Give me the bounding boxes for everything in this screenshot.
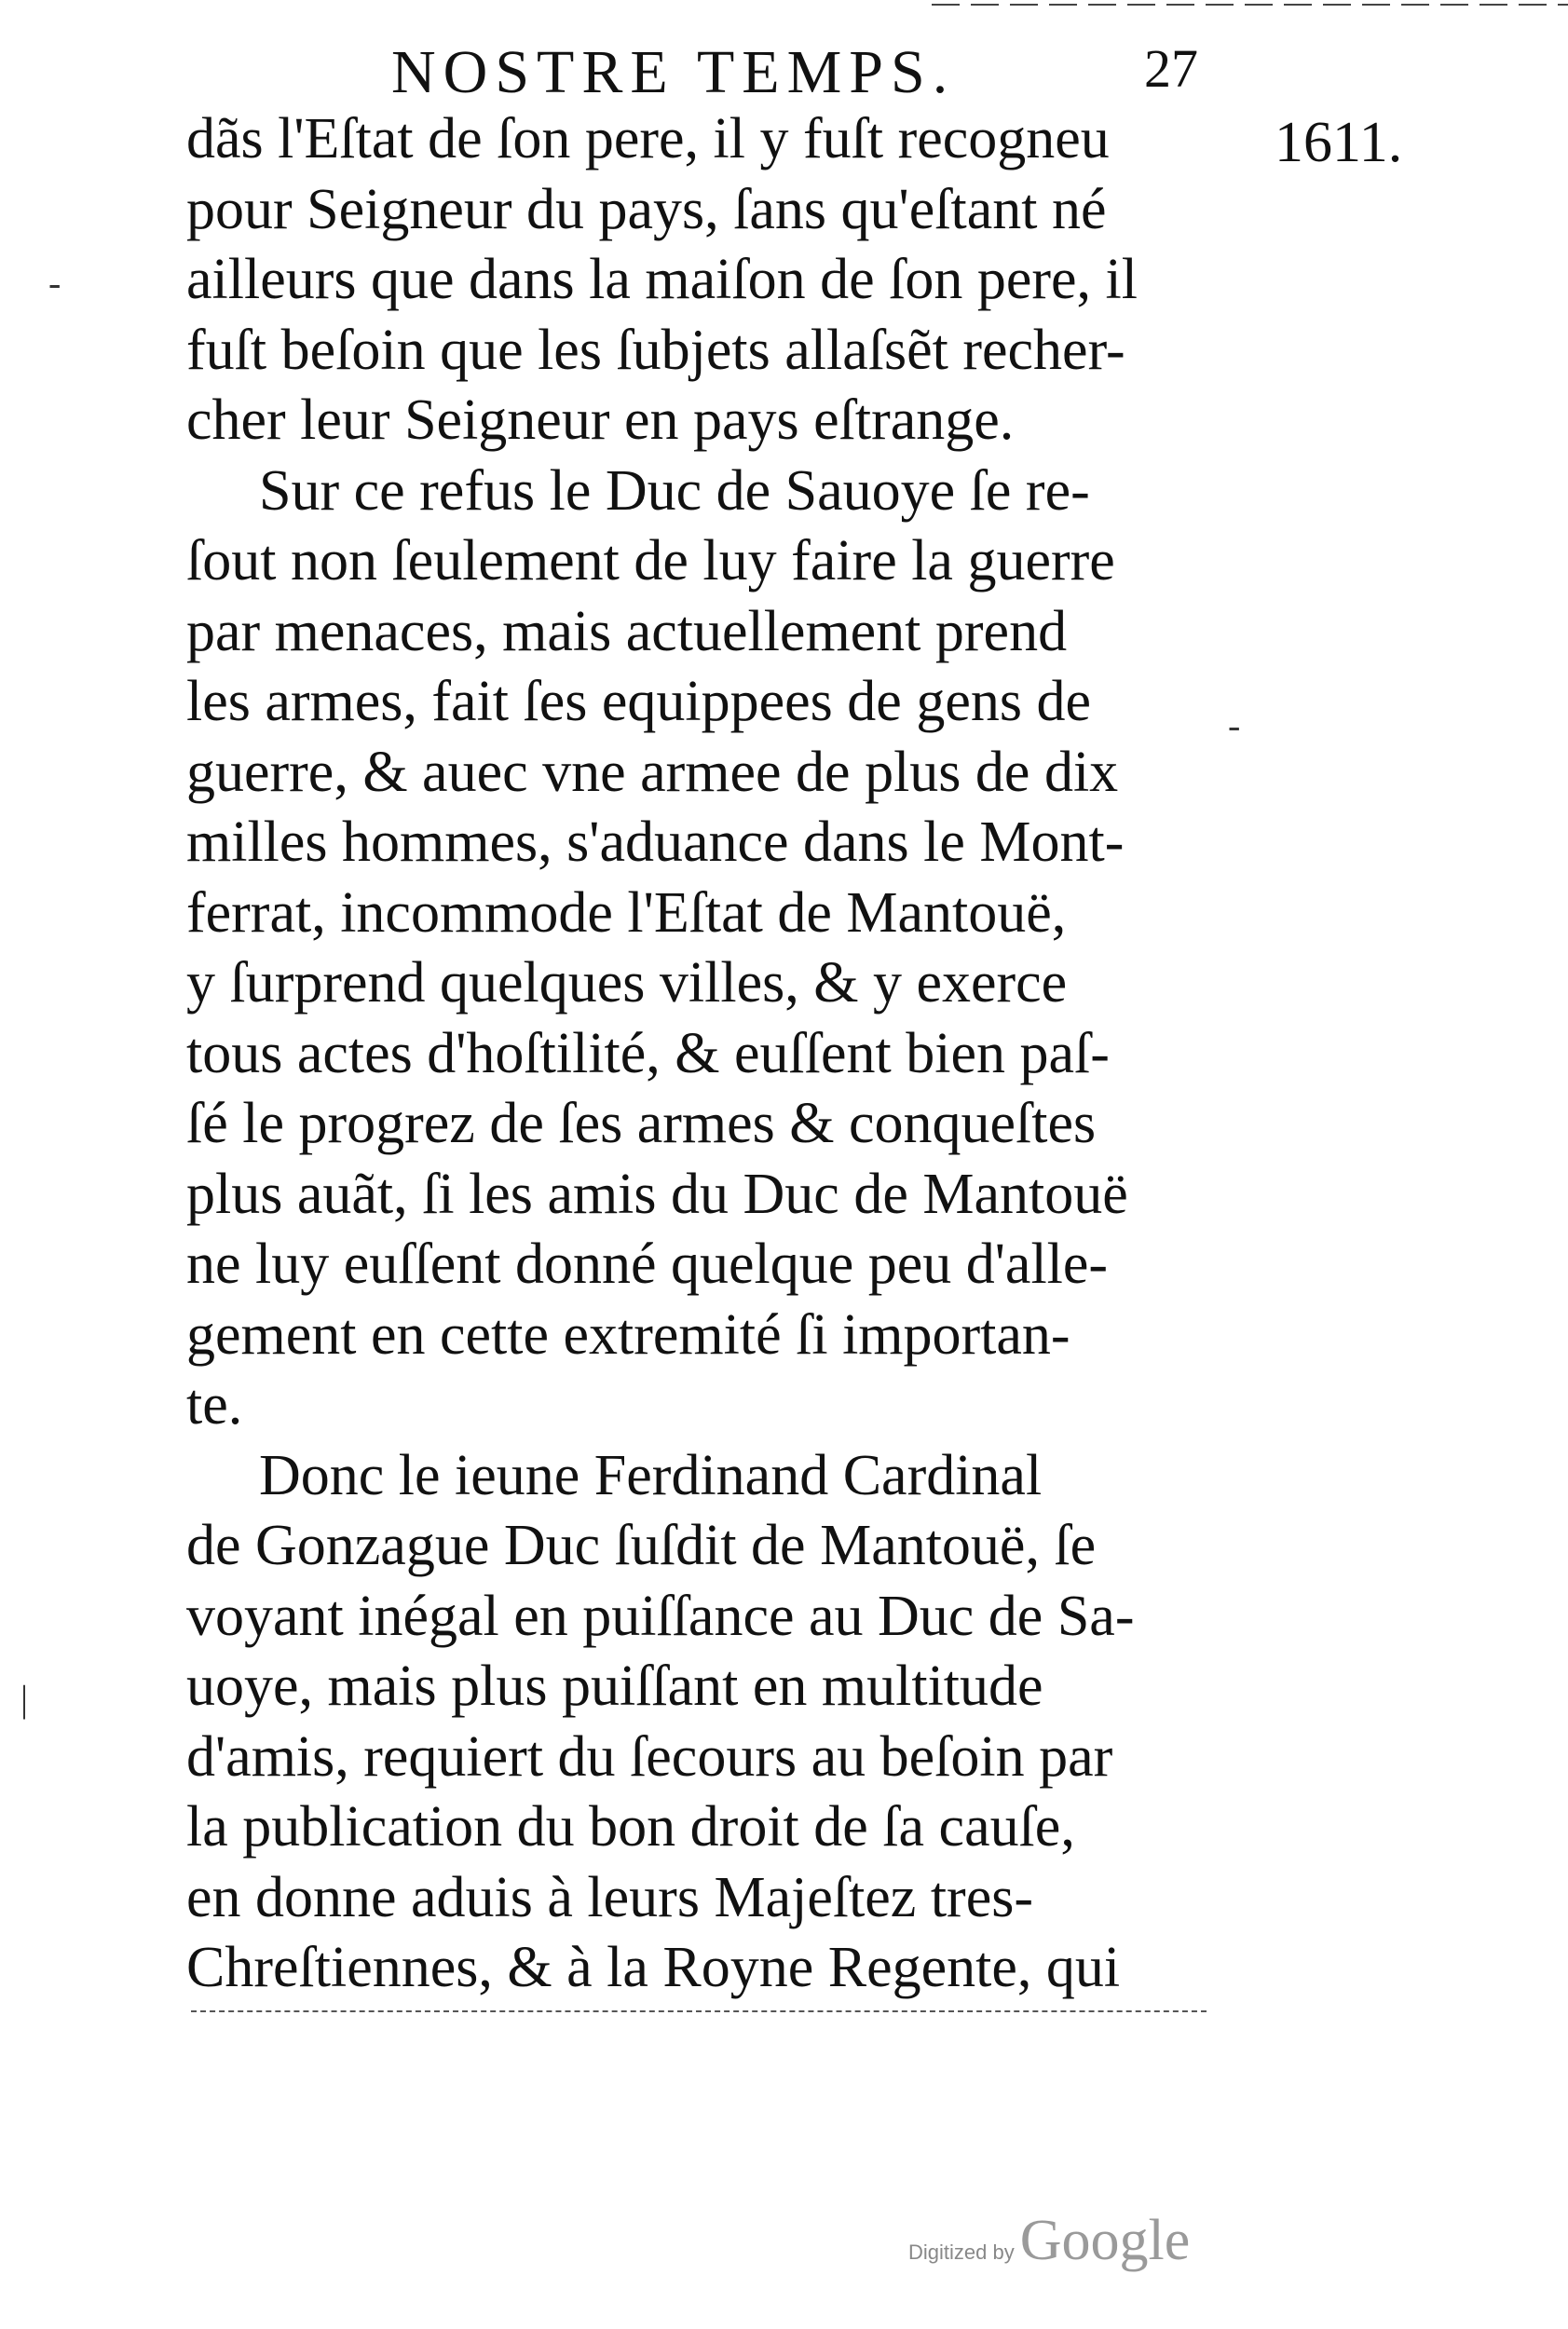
text-line: les armes, fait ſes equippees de gens de [186, 670, 1091, 733]
top-edge-rule [932, 0, 1568, 9]
text-line: uoye, mais plus puiſſant en multitude [186, 1655, 1043, 1718]
text-line: pour Seigneur du pays, ſans qu'eſtant né [186, 177, 1107, 241]
text-line: fuſt beſoin que les ſubjets allaſsẽt recher- [186, 318, 1125, 382]
page-number: 27 [1144, 38, 1198, 99]
text-line: en donne aduis à leurs Majeſtez tres- [186, 1865, 1033, 1929]
margin-mark: | [20, 1678, 29, 1720]
margin-mark: - [48, 262, 61, 304]
text-line: par menaces, mais actuellement prend [186, 599, 1068, 663]
paragraph-start-line: Donc le ieune Ferdinand Cardinal [259, 1443, 1043, 1507]
bottom-rule [191, 2010, 1207, 2012]
text-line: la publication du bon droit de ſa cauſe, [186, 1795, 1075, 1859]
text-line: te. [186, 1373, 243, 1437]
digitization-watermark [908, 2208, 1190, 2274]
margin-year: 1611. [1275, 111, 1403, 174]
body-text [186, 104, 1211, 2004]
paragraph-start-line: Sur ce refus le Duc de Sauoye ſe re- [259, 458, 1090, 523]
text-line: y ſurprend quelques villes, & y exerce [186, 951, 1068, 1015]
text-line: ſé le progrez de ſes armes & conqueſtes [186, 1092, 1097, 1155]
google-logo: Google [1019, 2209, 1191, 2272]
text-line: ailleurs que dans la maiſon de ſon pere, il [186, 248, 1138, 311]
text-line: gement en cette extremité ſi importan- [186, 1302, 1070, 1367]
text-line: tous actes d'hoſtilité, & euſſent bien paſ- [186, 1021, 1110, 1085]
running-head: NOSTRE TEMPS. [391, 38, 956, 106]
text-line: dãs l'Eſtat de ſon pere, il y fuſt recogneu [186, 107, 1110, 170]
text-line: guerre, & auec vne armee de plus de dix [186, 740, 1119, 804]
margin-mark: - [1228, 704, 1241, 746]
text-line: cher leur Seigneur en pays eſtrange. [186, 388, 1015, 452]
text-line: ſout non ſeulement de luy faire la guerre [186, 529, 1115, 592]
text-line: Chreſtiennes, & à la Royne Regente, qui [186, 1936, 1121, 1999]
text-line: de Gonzague Duc ſuſdit de Mantouë, ſe [186, 1514, 1097, 1577]
text-line: milles hommes, s'aduance dans le Mont- [186, 810, 1125, 874]
text-line: plus auãt, ſi les amis du Duc de Mantouë [186, 1162, 1128, 1226]
text-line: d'amis, requiert du ſecours au beſoin par [186, 1724, 1113, 1789]
text-line: ne luy euſſent donné quelque peu d'alle- [186, 1233, 1109, 1296]
text-line: voyant inégal en puiſſance au Duc de Sa- [186, 1584, 1135, 1648]
text-line: ferrat, incommode l'Eſtat de Mantouë, [186, 880, 1067, 945]
digitized-by-label: Digitized by [908, 2240, 1015, 2264]
